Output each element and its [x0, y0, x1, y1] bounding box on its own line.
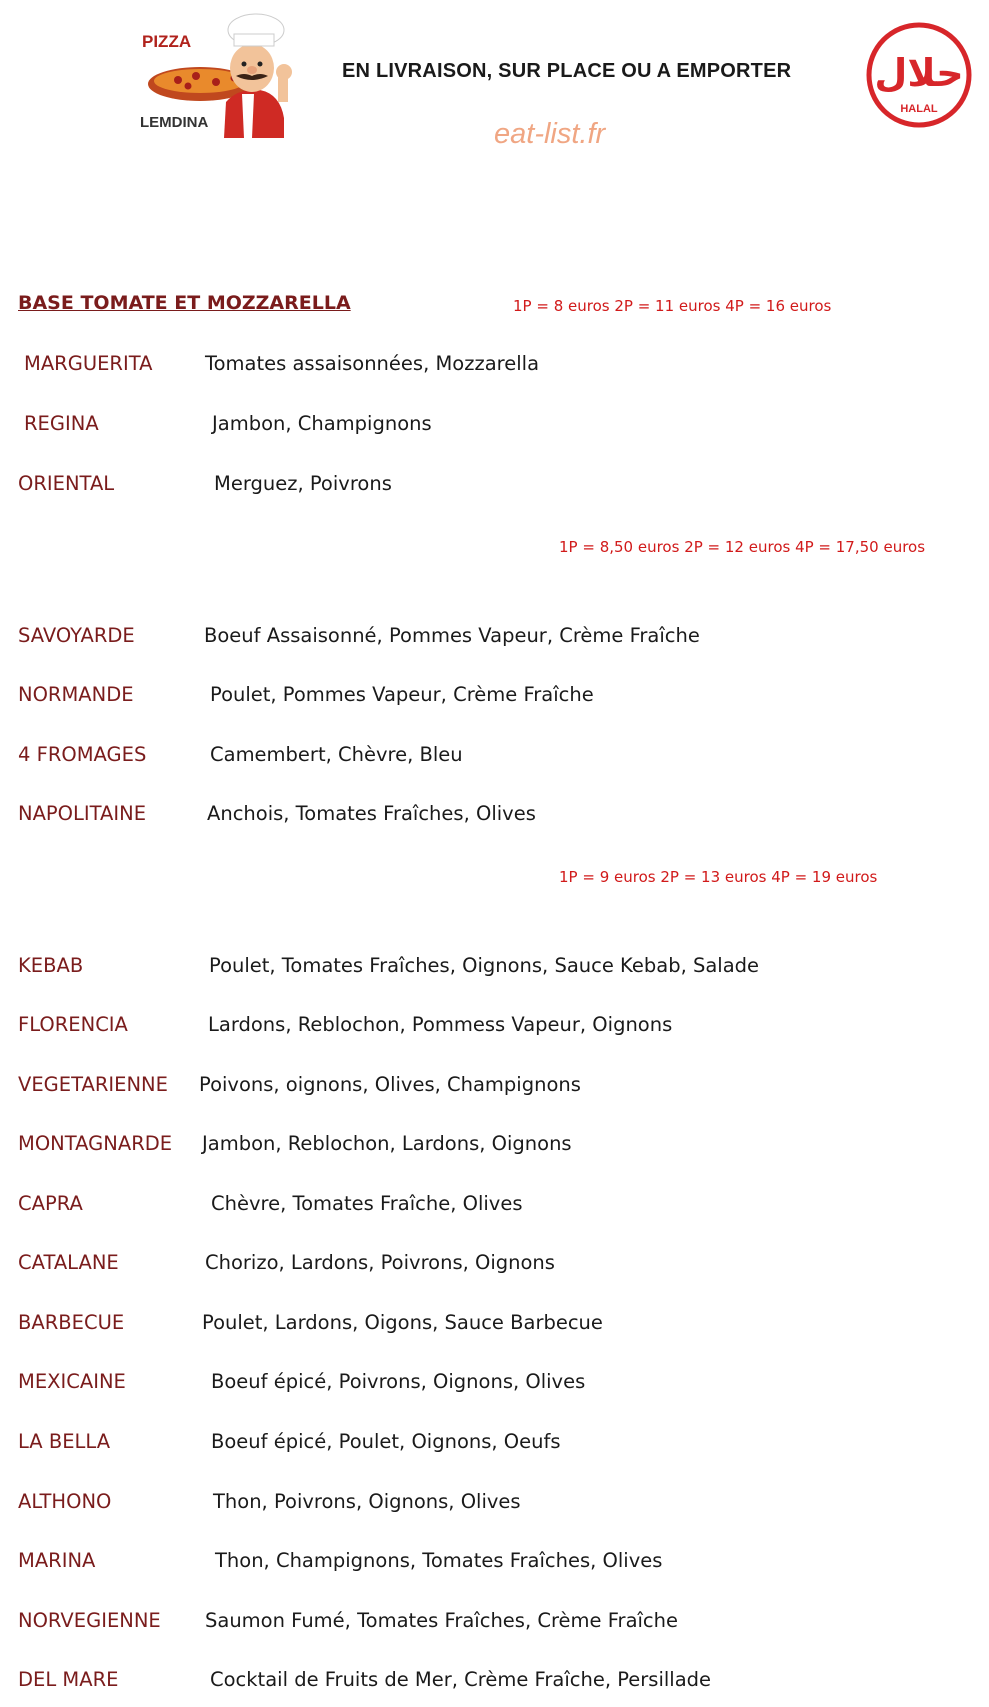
- menu-item: [0, 1132, 989, 1162]
- menu-item: [0, 412, 989, 442]
- logo-word-pizza: PIZZA: [142, 32, 192, 51]
- price-line-1: 1P = 8 euros 2P = 11 euros 4P = 16 euros: [513, 297, 832, 315]
- menu-item-ingredients: Thon, Champignons, Tomates Fraîches, Olives: [215, 1549, 663, 1572]
- menu-item-ingredients: Thon, Poivrons, Oignons, Olives: [213, 1490, 521, 1513]
- menu-item: [0, 1490, 989, 1520]
- menu-item: [0, 1549, 989, 1579]
- menu-item-ingredients: Boeuf épicé, Poulet, Oignons, Oeufs: [211, 1430, 561, 1453]
- menu-header: [0, 0, 989, 160]
- menu-item-name: FLORENCIA: [18, 1013, 128, 1036]
- menu-item: [0, 683, 989, 713]
- menu-item-name: LA BELLA: [18, 1430, 111, 1453]
- menu-item-name: ORIENTAL: [18, 472, 115, 495]
- menu-item: [0, 1073, 989, 1103]
- menu-item: [0, 1013, 989, 1043]
- menu-item: [0, 1251, 989, 1281]
- menu-item: [0, 624, 989, 654]
- menu-item-name: NAPOLITAINE: [18, 802, 147, 825]
- section-title: BASE TOMATE ET MOZZARELLA: [18, 292, 351, 314]
- menu-item-ingredients: Boeuf épicé, Poivrons, Oignons, Olives: [211, 1370, 586, 1393]
- menu-item: [0, 1192, 989, 1222]
- menu-item: [0, 954, 989, 984]
- halal-seal-icon: [864, 20, 974, 130]
- service-tagline: EN LIVRAISON, SUR PLACE OU A EMPORTER: [342, 60, 792, 82]
- menu-item: [0, 1430, 989, 1460]
- menu-item-ingredients: Poulet, Tomates Fraîches, Oignons, Sauce Kebab, Salade: [209, 954, 760, 977]
- menu-item: [0, 802, 989, 832]
- menu-item-name: KEBAB: [18, 954, 84, 977]
- menu-item-name: ALTHONO: [18, 1490, 112, 1513]
- menu-item-name: CAPRA: [18, 1192, 83, 1215]
- menu-item: [0, 1668, 989, 1698]
- price-line-2: 1P = 8,50 euros 2P = 12 euros 4P = 17,50 euros: [559, 538, 926, 556]
- site-watermark: eat-list.fr: [494, 118, 606, 150]
- menu-item-name: MEXICAINE: [18, 1370, 126, 1393]
- menu-item-ingredients: Chèvre, Tomates Fraîche, Olives: [211, 1192, 523, 1215]
- menu-item: [0, 472, 989, 502]
- menu-item-name: CATALANE: [18, 1251, 119, 1274]
- halal-logo: [864, 20, 974, 130]
- menu-item-ingredients: Camembert, Chèvre, Bleu: [210, 743, 463, 766]
- menu-item-name: NORMANDE: [18, 683, 134, 706]
- menu-item-ingredients: Boeuf Assaisonné, Pommes Vapeur, Crème Fraîche: [204, 624, 700, 647]
- menu-item-name: NORVEGIENNE: [18, 1609, 161, 1632]
- menu-item-name: REGINA: [24, 412, 99, 435]
- menu-item-ingredients: Saumon Fumé, Tomates Fraîches, Crème Fraîche: [205, 1609, 679, 1632]
- menu-item-name: SAVOYARDE: [18, 624, 135, 647]
- menu-item: [0, 1370, 989, 1400]
- menu-item-name: VEGETARIENNE: [18, 1073, 168, 1096]
- menu-item-name: MARINA: [18, 1549, 96, 1572]
- menu-item-ingredients: Merguez, Poivrons: [214, 472, 392, 495]
- menu-item: [0, 1311, 989, 1341]
- menu-item-ingredients: Jambon, Reblochon, Lardons, Oignons: [202, 1132, 572, 1155]
- menu-item-ingredients: Chorizo, Lardons, Poivrons, Oignons: [205, 1251, 555, 1274]
- menu-item: [0, 352, 989, 382]
- menu-item: [0, 1609, 989, 1639]
- menu-item-ingredients: Poulet, Pommes Vapeur, Crème Fraîche: [210, 683, 594, 706]
- menu-item-ingredients: Jambon, Champignons: [212, 412, 432, 435]
- menu-item-name: MONTAGNARDE: [18, 1132, 173, 1155]
- menu-item-name: DEL MARE: [18, 1668, 119, 1691]
- menu-item-name: BARBECUE: [18, 1311, 125, 1334]
- logo-word-lemdina: LEMDINA: [140, 114, 209, 131]
- halal-arabic-text: حلال: [874, 51, 964, 95]
- pizza-lemdina-logo: [138, 10, 303, 140]
- menu-item: [0, 743, 989, 773]
- halal-latin-text: HALAL: [900, 103, 938, 115]
- menu-item-ingredients: Poulet, Lardons, Oigons, Sauce Barbecue: [202, 1311, 603, 1334]
- menu-item-name: MARGUERITA: [24, 352, 153, 375]
- menu-item-ingredients: Anchois, Tomates Fraîches, Olives: [207, 802, 536, 825]
- menu-item-ingredients: Tomates assaisonnées, Mozzarella: [205, 352, 540, 375]
- price-line-3: 1P = 9 euros 2P = 13 euros 4P = 19 euros: [559, 868, 878, 886]
- menu-item-ingredients: Cocktail de Fruits de Mer, Crème Fraîche, Persillade: [210, 1668, 712, 1691]
- menu-item-ingredients: Poivons, oignons, Olives, Champignons: [199, 1073, 581, 1096]
- menu-item-ingredients: Lardons, Reblochon, Pommess Vapeur, Oignons: [208, 1013, 673, 1036]
- menu-item-name: 4 FROMAGES: [18, 743, 147, 766]
